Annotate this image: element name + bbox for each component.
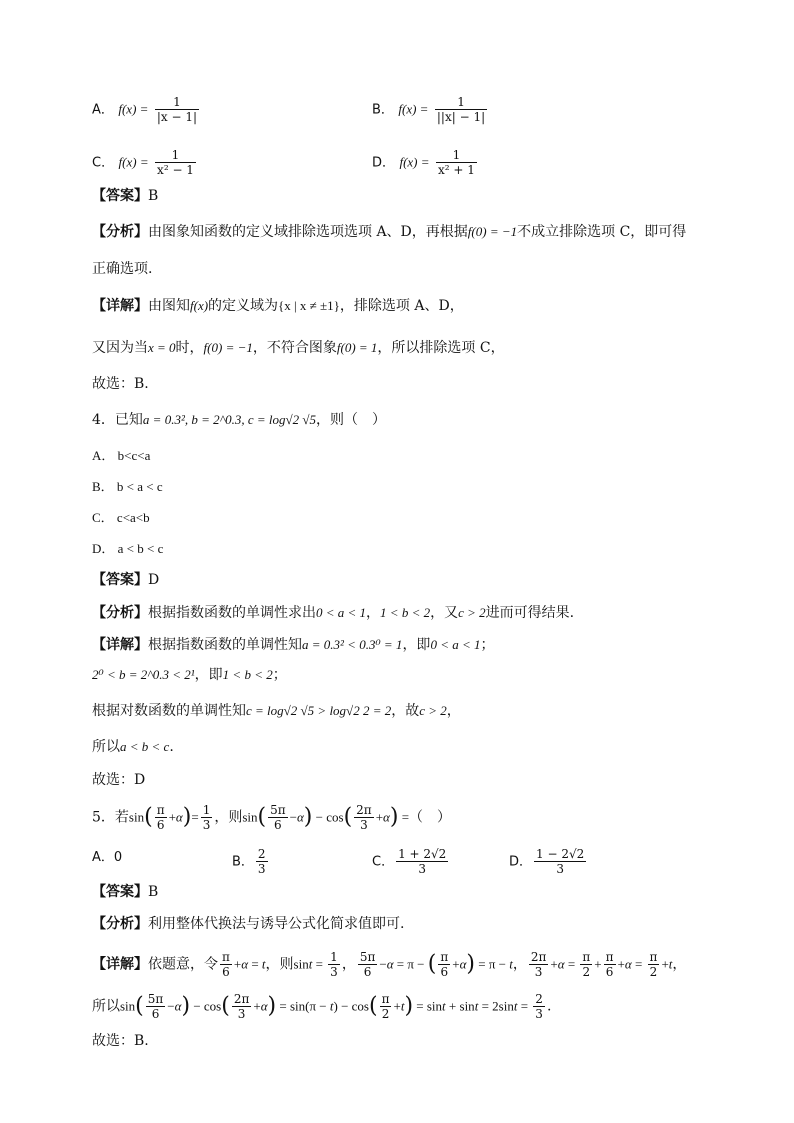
q4-option-a: A． b<c<a — [92, 448, 151, 463]
q4-detail: 【详解】根据指数函数的单调性知a = 0.3² < 0.3⁰ = 1，即0 < a < 1； — [92, 637, 495, 653]
q5-option-a: A．0 — [92, 850, 123, 865]
q5-option-c: C． $\frac{1 + 2√2}{3}$ — [372, 847, 447, 876]
fraction: $\frac{1}{\text{x² + 1}}$ — [437, 148, 475, 177]
fraction: $\frac{1}{|x - 1|}$ — [156, 95, 198, 124]
fraction: $\frac{1}{\text{x² − 1}}$ — [157, 148, 194, 177]
q3-detail: 【详解】由图知f(x)的定义域为{x | x ≠ ±1}，排除选项 A、D， — [92, 298, 464, 314]
q3-option-b: B． f(x) = $\frac{1}{||x| - 1|}$ — [372, 95, 486, 124]
q3-answer: 【答案】B — [92, 188, 159, 204]
q4-analysis: 【分析】根据指数函数的单调性求出0 < a < 1，1 < b < 2，又c > 2进而可得结果. — [92, 605, 575, 621]
q5-analysis: 【分析】利用整体代换法与诱导公式化简求值即可. — [92, 916, 405, 932]
q3-conclusion: 故选：B. — [92, 376, 149, 392]
q4-conclusion: 故选：D — [92, 772, 146, 788]
q4-detail-3: 根据对数函数的单调性知c = log√2 √5 > log√2 2 = 2，故c > 2， — [92, 703, 461, 719]
q5-option-b: B． $\frac{2}{3}$ — [232, 847, 266, 876]
q3-detail-2: 又因为当x = 0时，f(0) = −1，不符合图象f(0) = 1，所以排除选项 C， — [92, 340, 505, 356]
q3-analysis-cont: 正确选项. — [92, 261, 153, 277]
q4-detail-2: 2⁰ < b = 2^0.3 < 2¹，即1 < b < 2； — [92, 667, 287, 683]
q3-option-a: A． f(x) = $\frac{1}{|x - 1|}$ — [92, 95, 198, 124]
q4-option-c: C． c<a<b — [92, 510, 150, 525]
q3-option-d: D． f(x) = $\frac{1}{\text{x² + 1}}$ — [372, 148, 475, 177]
q5-option-d: D． $\frac{1 - 2√2}{3}$ — [509, 847, 585, 876]
fraction: $\frac{1}{||x| - 1|}$ — [436, 95, 486, 124]
q5-answer: 【答案】B — [92, 884, 159, 900]
q4-option-d: D． a < b < c — [92, 541, 164, 556]
q5-stem: 5．若sin( $\frac{\pi}{6}$ +α)= $\frac{1}{3}$ ，则sin( $\frac{5\pi}{6}$ −α) − cos( $\frac{2\pi}{3}$ +α) =（ ） — [92, 803, 452, 832]
q4-option-b: B． b < a < c — [92, 479, 163, 494]
q4-stem: 4．已知a = 0.3², b = 2^0.3, c = log√2 √5，则（ ） — [92, 412, 387, 428]
q4-answer: 【答案】D — [92, 572, 160, 588]
q3-option-c: C． f(x) = $\frac{1}{\text{x² − 1}}$ — [92, 148, 194, 177]
q4-detail-4: 所以a < b < c. — [92, 739, 174, 755]
q5-detail-2: 所以sin( $\frac{5\pi}{6}$ −α) − cos( $\frac{2\pi}{3}$ +α) = sin(π − t) − cos( $\frac{\pi}{2}$ +t) = sint + sint = 2sint = $\frac{2}{3}$ . — [92, 992, 552, 1021]
q5-conclusion: 故选：B. — [92, 1033, 149, 1049]
q5-detail: 【详解】依题意，令 $\frac{\pi}{6}$ +α = t，则sint = $\frac{1}{3}$ ， $\frac{5\pi}{6}$ −α = π − ( $\frac{\pi}{6}$ +α) = π − t， $\frac{2\pi}{3}$ +α = $\frac{\pi}{2}$ + $\frac{\pi}{6}$ +α = $\frac{\pi}{2}$ +t， — [92, 950, 687, 979]
q3-analysis: 【分析】由图象知函数的定义域排除选项选项 A、D，再根据f(0) = −1不成立排除选项 C，即可得 — [92, 224, 687, 240]
